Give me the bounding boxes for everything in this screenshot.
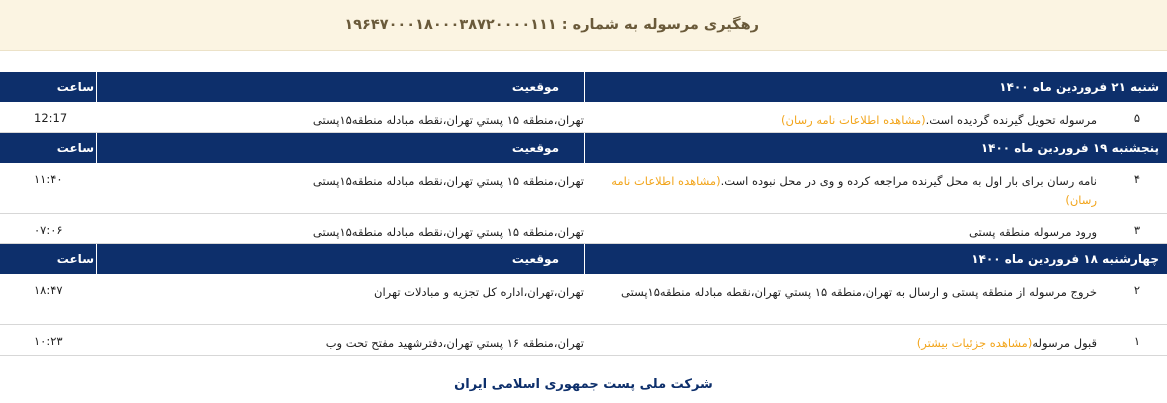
section-date: چهارشنبه ۱۸ فروردین ماه ۱۴۰۰ xyxy=(584,244,1167,274)
carrier-info-link[interactable]: (مشاهده اطلاعات نامه رسان) xyxy=(781,113,926,127)
event-description xyxy=(584,163,1107,213)
event-row xyxy=(0,163,1167,214)
page-title: رهگیری مرسوله به شماره : ۱۹۶۴۷۰۰۰۱۸۰۰۰۳۸۷۲۰۰۰۰۱۱۱ xyxy=(344,17,759,33)
event-description xyxy=(584,102,1107,132)
time-column-header: ساعت xyxy=(56,80,94,94)
event-number: ۵ xyxy=(1133,111,1141,125)
section-date: شنبه ۲۱ فروردین ماه ۱۴۰۰ xyxy=(584,72,1167,102)
event-description xyxy=(584,274,1107,324)
event-row xyxy=(0,214,1167,244)
carrier-info-link[interactable]: (مشاهده اطلاعات نامه رسان) xyxy=(611,174,1097,207)
event-time: ۰۷:۰۶ xyxy=(34,223,63,237)
event-description-text: قبول مرسوله xyxy=(1032,336,1097,350)
event-time: 12:17 xyxy=(34,111,68,125)
event-location: تهران،تهران،اداره کل تجزیه و مبادلات تهران xyxy=(374,285,584,299)
page-title-bar xyxy=(0,0,1167,51)
event-location: تهران،منطقه ۱۵ پستي تهران،نقطه مبادله منطقه۱۵پستی xyxy=(312,174,584,188)
event-location: تهران،منطقه ۱۵ پستي تهران،نقطه مبادله منطقه۱۵پستی xyxy=(312,225,584,239)
event-description-text: ورود مرسوله منطقه پستی xyxy=(968,225,1097,239)
time-column-header: ساعت xyxy=(56,141,94,155)
section-header xyxy=(0,244,1167,274)
time-column-header: ساعت xyxy=(56,252,94,266)
event-number: ۳ xyxy=(1133,223,1141,237)
event-number: ۲ xyxy=(1133,283,1141,297)
event-row xyxy=(0,102,1167,133)
section-header xyxy=(0,133,1167,163)
section-date: پنجشنبه ۱۹ فروردین ماه ۱۴۰۰ xyxy=(584,133,1167,163)
event-time: ۱۸:۴۷ xyxy=(34,283,63,297)
event-description-text: نامه رسان برای بار اول به محل گیرنده مراجعه کرده و وی در محل نبوده است. xyxy=(720,174,1097,188)
event-description-text: خروج مرسوله از منطقه پستی و ارسال به تهران،منطقه ۱۵ پستي تهران،نقطه مبادله منطقه۱۵پستی xyxy=(621,285,1097,299)
event-description-text: مرسوله تحویل گیرنده گردیده است. xyxy=(925,113,1097,127)
footer-company-name: شرکت ملی پست جمهوری اسلامی ایران xyxy=(454,377,713,392)
date-section xyxy=(0,133,1167,244)
date-section xyxy=(0,72,1167,133)
event-time: ۱۱:۴۰ xyxy=(34,172,63,186)
location-column-header: موقعیت xyxy=(96,244,584,274)
event-description xyxy=(584,214,1107,243)
event-location: تهران،منطقه ۱۵ پستي تهران،نقطه مبادله منطقه۱۵پستی xyxy=(312,113,584,127)
event-location: تهران،منطقه ۱۶ پستي تهران،دفترشهید مفتح تحت وب xyxy=(325,336,584,350)
location-column-header: موقعیت xyxy=(96,72,584,102)
event-time: ۱۰:۲۳ xyxy=(34,334,63,348)
date-section xyxy=(0,244,1167,356)
location-column-header: موقعیت xyxy=(96,133,584,163)
event-row xyxy=(0,325,1167,356)
event-description xyxy=(584,325,1107,355)
tracking-table xyxy=(0,72,1167,356)
more-details-link[interactable]: (مشاهده جزئیات بیشتر) xyxy=(916,336,1033,350)
event-number: ۱ xyxy=(1133,334,1141,348)
section-header xyxy=(0,72,1167,102)
event-number: ۴ xyxy=(1133,172,1141,186)
event-row xyxy=(0,274,1167,325)
